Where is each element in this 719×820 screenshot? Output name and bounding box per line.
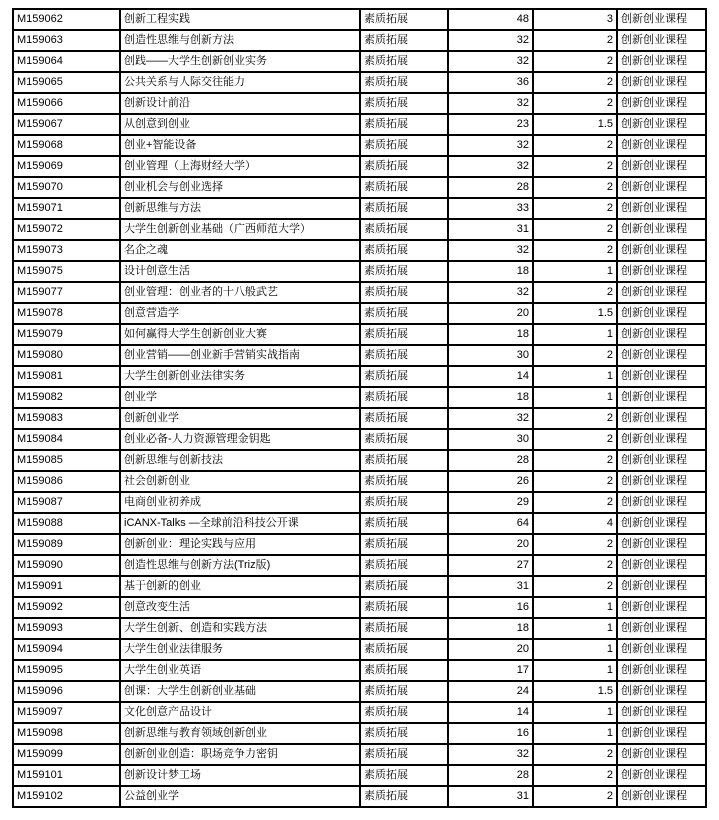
credits-cell: 2 [533, 72, 617, 93]
credits-cell: 2 [533, 177, 617, 198]
code-cell: M159075 [13, 261, 120, 282]
category-cell: 素质拓展 [360, 429, 448, 450]
type-cell: 创新创业课程 [617, 786, 706, 807]
category-cell: 素质拓展 [360, 408, 448, 429]
table-row [13, 555, 706, 576]
type-cell: 创新创业课程 [617, 366, 706, 387]
table-row [13, 198, 706, 219]
code-cell: M159082 [13, 387, 120, 408]
type-cell: 创新创业课程 [617, 555, 706, 576]
hours-cell: 30 [448, 429, 533, 450]
category-cell: 素质拓展 [360, 576, 448, 597]
name-cell: 大学生创新、创造和实践方法 [120, 618, 360, 639]
course-table [12, 8, 707, 808]
hours-cell: 32 [448, 744, 533, 765]
hours-cell: 33 [448, 198, 533, 219]
type-cell: 创新创业课程 [617, 345, 706, 366]
credits-cell: 2 [533, 282, 617, 303]
code-cell: M159092 [13, 597, 120, 618]
name-cell: 创新设计前沿 [120, 93, 360, 114]
table-row [13, 324, 706, 345]
hours-cell: 20 [448, 303, 533, 324]
name-cell: 大学生创新创业法律实务 [120, 366, 360, 387]
code-cell: M159067 [13, 114, 120, 135]
type-cell: 创新创业课程 [617, 9, 706, 30]
course-table-body [13, 9, 706, 807]
type-cell: 创新创业课程 [617, 660, 706, 681]
table-row [13, 639, 706, 660]
credits-cell: 1 [533, 597, 617, 618]
table-row [13, 786, 706, 807]
hours-cell: 64 [448, 513, 533, 534]
code-cell: M159101 [13, 765, 120, 786]
table-row [13, 618, 706, 639]
hours-cell: 20 [448, 534, 533, 555]
credits-cell: 2 [533, 240, 617, 261]
code-cell: M159073 [13, 240, 120, 261]
type-cell: 创新创业课程 [617, 324, 706, 345]
credits-cell: 2 [533, 576, 617, 597]
table-row [13, 744, 706, 765]
table-row [13, 72, 706, 93]
credits-cell: 1 [533, 660, 617, 681]
name-cell: 如何赢得大学生创新创业大赛 [120, 324, 360, 345]
hours-cell: 31 [448, 576, 533, 597]
hours-cell: 28 [448, 765, 533, 786]
category-cell: 素质拓展 [360, 324, 448, 345]
category-cell: 素质拓展 [360, 387, 448, 408]
hours-cell: 32 [448, 408, 533, 429]
category-cell: 素质拓展 [360, 240, 448, 261]
type-cell: 创新创业课程 [617, 240, 706, 261]
hours-cell: 16 [448, 597, 533, 618]
code-cell: M159072 [13, 219, 120, 240]
hours-cell: 26 [448, 471, 533, 492]
hours-cell: 36 [448, 72, 533, 93]
hours-cell: 28 [448, 177, 533, 198]
name-cell: 大学生创业英语 [120, 660, 360, 681]
code-cell: M159086 [13, 471, 120, 492]
type-cell: 创新创业课程 [617, 261, 706, 282]
table-row [13, 597, 706, 618]
type-cell: 创新创业课程 [617, 723, 706, 744]
type-cell: 创新创业课程 [617, 744, 706, 765]
name-cell: 基于创新的创业 [120, 576, 360, 597]
hours-cell: 28 [448, 450, 533, 471]
category-cell: 素质拓展 [360, 30, 448, 51]
category-cell: 素质拓展 [360, 51, 448, 72]
code-cell: M159071 [13, 198, 120, 219]
credits-cell: 1 [533, 387, 617, 408]
table-row [13, 9, 706, 30]
type-cell: 创新创业课程 [617, 639, 706, 660]
table-row [13, 702, 706, 723]
code-cell: M159088 [13, 513, 120, 534]
name-cell: 创业学 [120, 387, 360, 408]
table-row [13, 387, 706, 408]
name-cell: 创课：大学生创新创业基础 [120, 681, 360, 702]
name-cell: 创业管理（上海财经大学） [120, 156, 360, 177]
table-row [13, 114, 706, 135]
table-row [13, 366, 706, 387]
category-cell: 素质拓展 [360, 303, 448, 324]
code-cell: M159068 [13, 135, 120, 156]
name-cell: 创业+智能设备 [120, 135, 360, 156]
code-cell: M159062 [13, 9, 120, 30]
table-row [13, 576, 706, 597]
name-cell: 创造性思维与创新方法(Triz版) [120, 555, 360, 576]
credits-cell: 1 [533, 324, 617, 345]
table-row [13, 219, 706, 240]
credits-cell: 2 [533, 450, 617, 471]
name-cell: 创新思维与创新技法 [120, 450, 360, 471]
table-row [13, 450, 706, 471]
code-cell: M159066 [13, 93, 120, 114]
type-cell: 创新创业课程 [617, 135, 706, 156]
name-cell: 创新创业学 [120, 408, 360, 429]
hours-cell: 30 [448, 345, 533, 366]
credits-cell: 1 [533, 723, 617, 744]
hours-cell: 18 [448, 324, 533, 345]
credits-cell: 1.5 [533, 303, 617, 324]
credits-cell: 2 [533, 93, 617, 114]
category-cell: 素质拓展 [360, 765, 448, 786]
credits-cell: 2 [533, 198, 617, 219]
code-cell: M159091 [13, 576, 120, 597]
credits-cell: 1 [533, 639, 617, 660]
code-cell: M159093 [13, 618, 120, 639]
category-cell: 素质拓展 [360, 639, 448, 660]
table-row [13, 408, 706, 429]
type-cell: 创新创业课程 [617, 93, 706, 114]
code-cell: M159069 [13, 156, 120, 177]
credits-cell: 3 [533, 9, 617, 30]
code-cell: M159095 [13, 660, 120, 681]
name-cell: iCANX-Talks —全球前沿科技公开课 [120, 513, 360, 534]
code-cell: M159077 [13, 282, 120, 303]
hours-cell: 20 [448, 639, 533, 660]
category-cell: 素质拓展 [360, 345, 448, 366]
code-cell: M159089 [13, 534, 120, 555]
type-cell: 创新创业课程 [617, 303, 706, 324]
code-cell: M159099 [13, 744, 120, 765]
code-cell: M159087 [13, 492, 120, 513]
name-cell: 创新工程实践 [120, 9, 360, 30]
code-cell: M159098 [13, 723, 120, 744]
code-cell: M159065 [13, 72, 120, 93]
credits-cell: 2 [533, 156, 617, 177]
table-row [13, 240, 706, 261]
hours-cell: 27 [448, 555, 533, 576]
code-cell: M159102 [13, 786, 120, 807]
name-cell: 公共关系与人际交往能力 [120, 72, 360, 93]
code-cell: M159096 [13, 681, 120, 702]
type-cell: 创新创业课程 [617, 387, 706, 408]
type-cell: 创新创业课程 [617, 30, 706, 51]
table-row [13, 93, 706, 114]
name-cell: 创新创业创造：职场竞争力密钥 [120, 744, 360, 765]
category-cell: 素质拓展 [360, 618, 448, 639]
hours-cell: 17 [448, 660, 533, 681]
type-cell: 创新创业课程 [617, 219, 706, 240]
credits-cell: 2 [533, 492, 617, 513]
category-cell: 素质拓展 [360, 366, 448, 387]
type-cell: 创新创业课程 [617, 492, 706, 513]
credits-cell: 2 [533, 471, 617, 492]
category-cell: 素质拓展 [360, 282, 448, 303]
name-cell: 创新思维与教育领域创新创业 [120, 723, 360, 744]
table-row [13, 471, 706, 492]
type-cell: 创新创业课程 [617, 282, 706, 303]
name-cell: 创意改变生活 [120, 597, 360, 618]
code-cell: M159083 [13, 408, 120, 429]
code-cell: M159097 [13, 702, 120, 723]
name-cell: 大学生创新创业基础（广西师范大学） [120, 219, 360, 240]
hours-cell: 14 [448, 702, 533, 723]
credits-cell: 2 [533, 744, 617, 765]
code-cell: M159084 [13, 429, 120, 450]
code-cell: M159090 [13, 555, 120, 576]
category-cell: 素质拓展 [360, 723, 448, 744]
hours-cell: 14 [448, 366, 533, 387]
category-cell: 素质拓展 [360, 93, 448, 114]
category-cell: 素质拓展 [360, 744, 448, 765]
credits-cell: 1 [533, 702, 617, 723]
type-cell: 创新创业课程 [617, 114, 706, 135]
code-cell: M159070 [13, 177, 120, 198]
table-row [13, 282, 706, 303]
category-cell: 素质拓展 [360, 156, 448, 177]
hours-cell: 32 [448, 51, 533, 72]
hours-cell: 23 [448, 114, 533, 135]
category-cell: 素质拓展 [360, 702, 448, 723]
type-cell: 创新创业课程 [617, 576, 706, 597]
table-row [13, 723, 706, 744]
code-cell: M159080 [13, 345, 120, 366]
type-cell: 创新创业课程 [617, 513, 706, 534]
category-cell: 素质拓展 [360, 681, 448, 702]
type-cell: 创新创业课程 [617, 51, 706, 72]
table-row [13, 177, 706, 198]
code-cell: M159094 [13, 639, 120, 660]
hours-cell: 32 [448, 282, 533, 303]
name-cell: 社会创新创业 [120, 471, 360, 492]
type-cell: 创新创业课程 [617, 450, 706, 471]
code-cell: M159078 [13, 303, 120, 324]
credits-cell: 2 [533, 219, 617, 240]
type-cell: 创新创业课程 [617, 702, 706, 723]
table-row [13, 513, 706, 534]
code-cell: M159079 [13, 324, 120, 345]
type-cell: 创新创业课程 [617, 534, 706, 555]
table-row [13, 765, 706, 786]
name-cell: 创造性思维与创新方法 [120, 30, 360, 51]
hours-cell: 18 [448, 618, 533, 639]
category-cell: 素质拓展 [360, 555, 448, 576]
hours-cell: 32 [448, 93, 533, 114]
category-cell: 素质拓展 [360, 492, 448, 513]
hours-cell: 29 [448, 492, 533, 513]
category-cell: 素质拓展 [360, 114, 448, 135]
credits-cell: 1.5 [533, 681, 617, 702]
name-cell: 创新创业：理论实践与应用 [120, 534, 360, 555]
type-cell: 创新创业课程 [617, 681, 706, 702]
credits-cell: 2 [533, 408, 617, 429]
name-cell: 创践——大学生创新创业实务 [120, 51, 360, 72]
table-row [13, 660, 706, 681]
table-row [13, 135, 706, 156]
hours-cell: 32 [448, 240, 533, 261]
category-cell: 素质拓展 [360, 72, 448, 93]
credits-cell: 1.5 [533, 114, 617, 135]
category-cell: 素质拓展 [360, 513, 448, 534]
table-row [13, 345, 706, 366]
credits-cell: 4 [533, 513, 617, 534]
type-cell: 创新创业课程 [617, 198, 706, 219]
credits-cell: 1 [533, 618, 617, 639]
name-cell: 创业管理：创业者的十八般武艺 [120, 282, 360, 303]
type-cell: 创新创业课程 [617, 618, 706, 639]
category-cell: 素质拓展 [360, 450, 448, 471]
category-cell: 素质拓展 [360, 597, 448, 618]
type-cell: 创新创业课程 [617, 72, 706, 93]
hours-cell: 32 [448, 135, 533, 156]
hours-cell: 24 [448, 681, 533, 702]
hours-cell: 18 [448, 261, 533, 282]
name-cell: 创意营造学 [120, 303, 360, 324]
table-row [13, 303, 706, 324]
table-row [13, 492, 706, 513]
type-cell: 创新创业课程 [617, 429, 706, 450]
category-cell: 素质拓展 [360, 198, 448, 219]
credits-cell: 2 [533, 765, 617, 786]
hours-cell: 32 [448, 30, 533, 51]
name-cell: 设计创意生活 [120, 261, 360, 282]
table-row [13, 156, 706, 177]
table-row [13, 429, 706, 450]
hours-cell: 48 [448, 9, 533, 30]
type-cell: 创新创业课程 [617, 597, 706, 618]
code-cell: M159064 [13, 51, 120, 72]
type-cell: 创新创业课程 [617, 471, 706, 492]
hours-cell: 16 [448, 723, 533, 744]
name-cell: 创新设计梦工场 [120, 765, 360, 786]
table-row [13, 261, 706, 282]
credits-cell: 2 [533, 786, 617, 807]
name-cell: 名企之魂 [120, 240, 360, 261]
type-cell: 创新创业课程 [617, 156, 706, 177]
category-cell: 素质拓展 [360, 261, 448, 282]
credits-cell: 2 [533, 429, 617, 450]
type-cell: 创新创业课程 [617, 408, 706, 429]
code-cell: M159081 [13, 366, 120, 387]
category-cell: 素质拓展 [360, 177, 448, 198]
table-row [13, 51, 706, 72]
hours-cell: 31 [448, 219, 533, 240]
type-cell: 创新创业课程 [617, 765, 706, 786]
hours-cell: 18 [448, 387, 533, 408]
category-cell: 素质拓展 [360, 660, 448, 681]
credits-cell: 2 [533, 555, 617, 576]
hours-cell: 31 [448, 786, 533, 807]
credits-cell: 2 [533, 534, 617, 555]
name-cell: 创业必备-人力资源管理金钥匙 [120, 429, 360, 450]
category-cell: 素质拓展 [360, 786, 448, 807]
name-cell: 创业营销——创业新手营销实战指南 [120, 345, 360, 366]
code-cell: M159063 [13, 30, 120, 51]
name-cell: 文化创意产品设计 [120, 702, 360, 723]
table-row [13, 534, 706, 555]
category-cell: 素质拓展 [360, 471, 448, 492]
name-cell: 创业机会与创业选择 [120, 177, 360, 198]
credits-cell: 2 [533, 345, 617, 366]
name-cell: 创新思维与方法 [120, 198, 360, 219]
category-cell: 素质拓展 [360, 219, 448, 240]
credits-cell: 2 [533, 135, 617, 156]
credits-cell: 2 [533, 30, 617, 51]
category-cell: 素质拓展 [360, 9, 448, 30]
category-cell: 素质拓展 [360, 534, 448, 555]
credits-cell: 1 [533, 261, 617, 282]
credits-cell: 2 [533, 51, 617, 72]
name-cell: 电商创业初养成 [120, 492, 360, 513]
name-cell: 公益创业学 [120, 786, 360, 807]
credits-cell: 1 [533, 366, 617, 387]
name-cell: 从创意到创业 [120, 114, 360, 135]
table-row [13, 681, 706, 702]
table-row [13, 30, 706, 51]
code-cell: M159085 [13, 450, 120, 471]
name-cell: 大学生创业法律服务 [120, 639, 360, 660]
type-cell: 创新创业课程 [617, 177, 706, 198]
hours-cell: 32 [448, 156, 533, 177]
category-cell: 素质拓展 [360, 135, 448, 156]
